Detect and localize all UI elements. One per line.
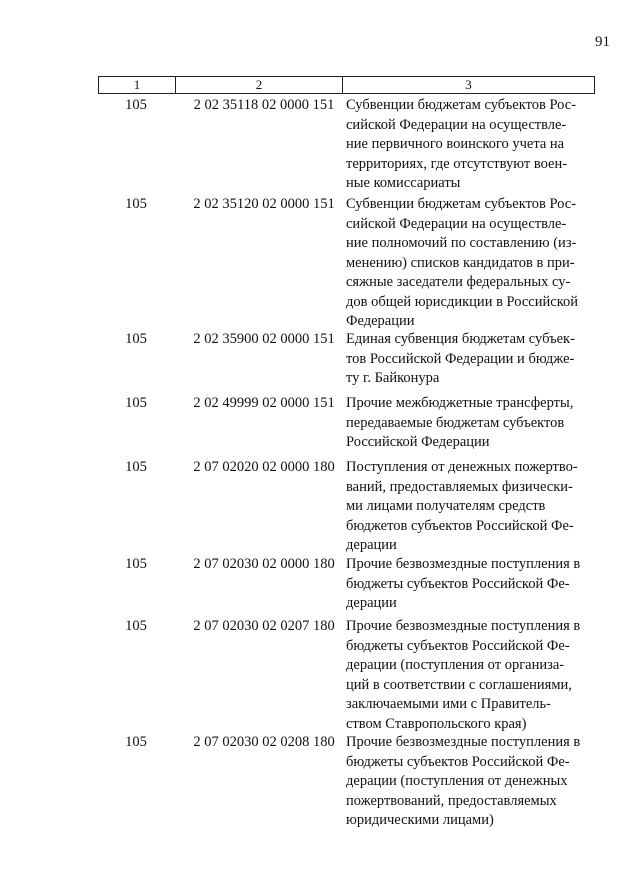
admin-code: 105 [125, 97, 147, 113]
description-line: Субвенции бюджетам субъектов Рос- [346, 196, 577, 212]
description-line: ту г. Байконура [346, 370, 440, 386]
description-line: ние полномочий по составлению (из- [346, 235, 577, 251]
revenue-description [346, 394, 586, 453]
description-line: Российской Федерации [346, 434, 490, 450]
table-header [98, 76, 595, 94]
admin-code: 105 [125, 196, 147, 212]
revenue-description [346, 96, 586, 194]
description-line: бюджеты субъектов Российской Фе- [346, 753, 570, 770]
revenue-description [346, 555, 586, 614]
description-line: ством Ставропольского края) [346, 715, 527, 732]
revenue-description [346, 458, 586, 556]
admin-code: 105 [125, 395, 147, 411]
description-line: тов Российской Федерации и бюдже- [346, 350, 575, 367]
revenue-code: 2 07 02030 02 0000 180 [193, 556, 335, 572]
header-col-2: 2 [255, 77, 263, 92]
revenue-description [346, 195, 586, 332]
description-line: Прочие безвозмездные поступления в [346, 734, 581, 750]
revenue-code: 2 07 02020 02 0000 180 [193, 459, 335, 475]
description-line: бюджетов субъектов Российской Фе- [346, 517, 574, 534]
description-line: дов общей юрисдикции в Российской [346, 293, 579, 310]
description-line: пожертвований, предоставляемых [346, 792, 557, 809]
admin-code: 105 [125, 556, 147, 572]
description-line: юридическими лицами) [346, 812, 494, 828]
revenue-code: 2 07 02030 02 0207 180 [193, 618, 335, 634]
admin-code: 105 [125, 618, 147, 634]
description-line: Прочие безвозмездные поступления в [346, 618, 581, 634]
admin-code: 105 [125, 459, 147, 475]
description-line: заключаемыми ими с Правитель- [346, 696, 551, 712]
description-line: ные комиссариаты [346, 175, 461, 191]
description-line: сийской Федерации на осуществле- [346, 116, 567, 133]
revenue-description [346, 617, 586, 734]
description-line: менению) списков кандидатов в при- [346, 254, 575, 271]
description-line: ми лицами получателям средств [346, 498, 546, 514]
description-line: ваний, предоставляемых физически- [346, 478, 573, 495]
description-line: территориях, где отсутствуют воен- [346, 155, 568, 172]
revenue-code: 2 02 35118 02 0000 151 [193, 97, 335, 113]
header-col-1: 1 [133, 77, 141, 92]
description-line: ций в соответствии с соглашениями, [346, 676, 572, 693]
description-line: Прочие межбюджетные трансферты, [346, 395, 574, 411]
description-line: дерации (поступления от организа- [346, 657, 565, 673]
revenue-code: 2 07 02030 02 0208 180 [193, 734, 335, 750]
header-col-3: 3 [465, 77, 472, 92]
description-line: Поступления от денежных пожертво- [346, 459, 578, 475]
admin-code: 105 [125, 734, 147, 750]
admin-code: 105 [125, 331, 147, 347]
description-line: Прочие безвозмездные поступления в [346, 556, 581, 572]
description-line: сийской Федерации на осуществле- [346, 215, 567, 232]
description-line: Федерации [346, 313, 415, 329]
description-line: Единая субвенция бюджетам субъек- [346, 331, 575, 347]
description-line: дерации (поступления от денежных [346, 773, 568, 789]
revenue-description [346, 733, 586, 831]
description-line: Субвенции бюджетам субъектов Рос- [346, 97, 577, 113]
page-number: 91 [595, 34, 610, 50]
revenue-code: 2 02 35900 02 0000 151 [193, 331, 335, 347]
revenue-code: 2 02 49999 02 0000 151 [193, 395, 335, 411]
description-line: ние первичного воинского учета на [346, 136, 565, 152]
description-line: сяжные заседатели федеральных су- [346, 274, 571, 290]
description-line: дерации [346, 537, 397, 553]
description-line: бюджеты субъектов Российской Фе- [346, 637, 570, 654]
revenue-description [346, 330, 586, 389]
description-line: передаваемые бюджетам субъектов [346, 414, 565, 431]
revenue-code: 2 02 35120 02 0000 151 [193, 196, 335, 212]
description-line: дерации [346, 595, 397, 611]
description-line: бюджеты субъектов Российской Фе- [346, 575, 570, 592]
